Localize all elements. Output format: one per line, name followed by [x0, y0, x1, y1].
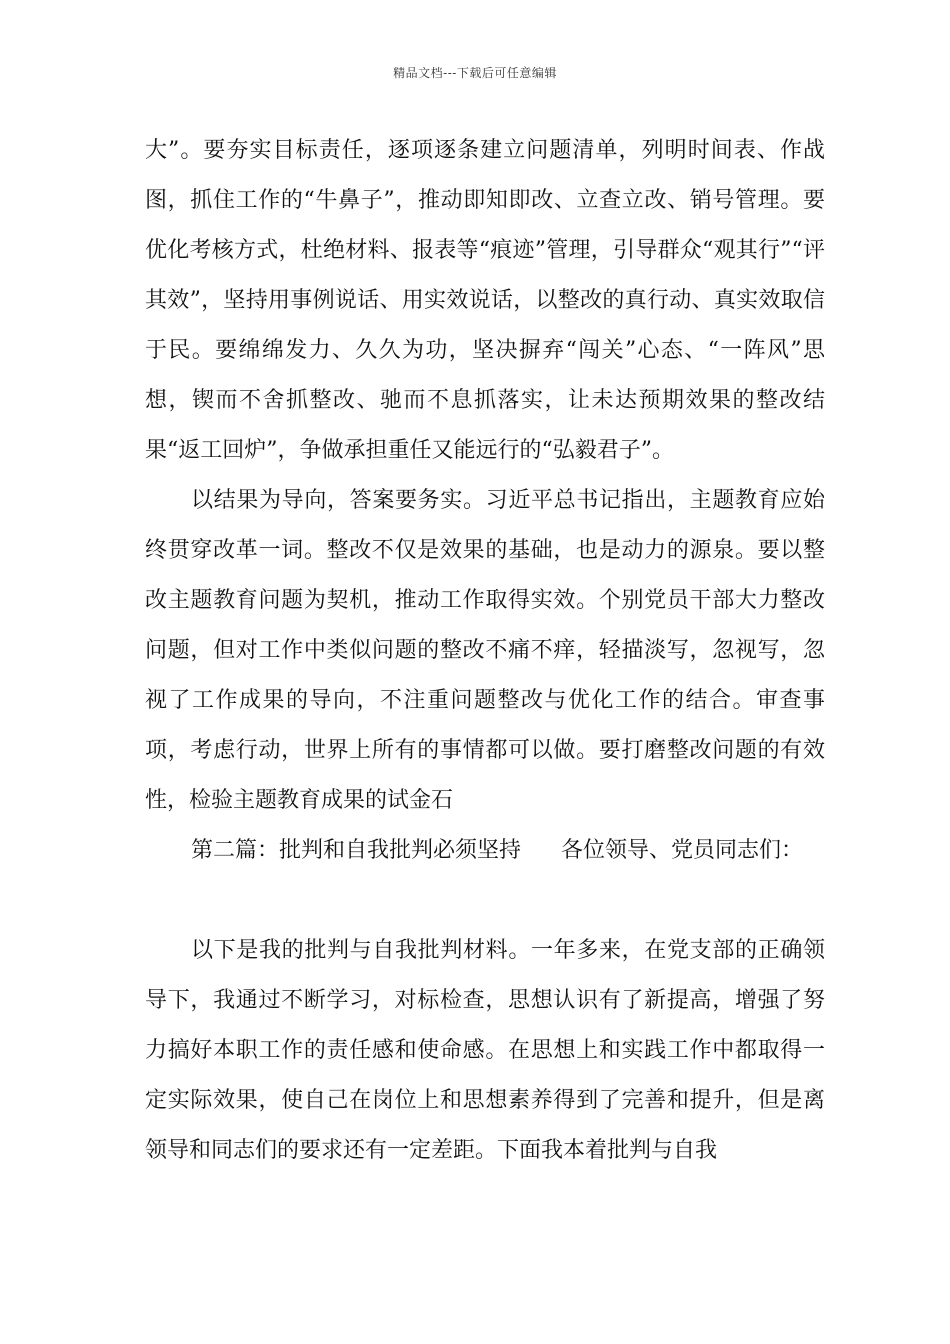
section-greeting: 各位领导、党员同志们： — [561, 838, 804, 863]
document-body — [145, 126, 825, 1176]
paragraph-2: 以结果为导向，答案要务实。习近平总书记指出，主题教育应始终贯穿改革一词。整改不仅是效果的基础，也是动力的源泉。要以整改主题教育问题为契机，推动工作取得实效。个别党员干部大力整改问题，但对工作中类似问题的整改不痛不痒，轻描淡写，忽视写，忽视了工作成果的导向，不注重问题整改与优化工作的结合。审查事项，考虑行动，世界上所有的事情都可以做。要打磨整改问题的有效性，检验主题教育成果的试金石 — [145, 488, 825, 813]
page-header: 精品文档---下载后可任意编辑 — [393, 66, 557, 80]
paragraph-3: 以下是我的批判与自我批判材料。一年多来，在党支部的正确领导下，我通过不断学习，对标检查，思想认识有了新提高，增强了努力搞好本职工作的责任感和使命感。在思想上和实践工作中都取得一定实际效果，使自己在岗位上和思想素养得到了完善和提升，但是离领导和同志们的要求还有一定差距。下面我本着批判与自我 — [145, 938, 825, 1163]
section-heading-line — [145, 826, 825, 876]
section-title: 第二篇：批判和自我批判必须坚持 — [191, 838, 522, 863]
blank-line — [145, 876, 825, 926]
paragraph-1: 大”。要夯实目标责任，逐项逐条建立问题清单，列明时间表、作战图，抓住工作的“牛鼻子”，推动即知即改、立查立改、销号管理。要优化考核方式，杜绝材料、报表等“痕迹”管理，引导群众“观其行”“评其效”，坚持用事例说话、用实效说话，以整改的真行动、真实效取信于民。要绵绵发力、久久为功，坚决摒弃“闯关”心态、“一阵风”思想，锲而不舍抓整改、驰而不息抓落实，让未达预期效果的整改结果“返工回炉”，争做承担重任又能远行的“弘毅君子”。 — [145, 138, 825, 463]
